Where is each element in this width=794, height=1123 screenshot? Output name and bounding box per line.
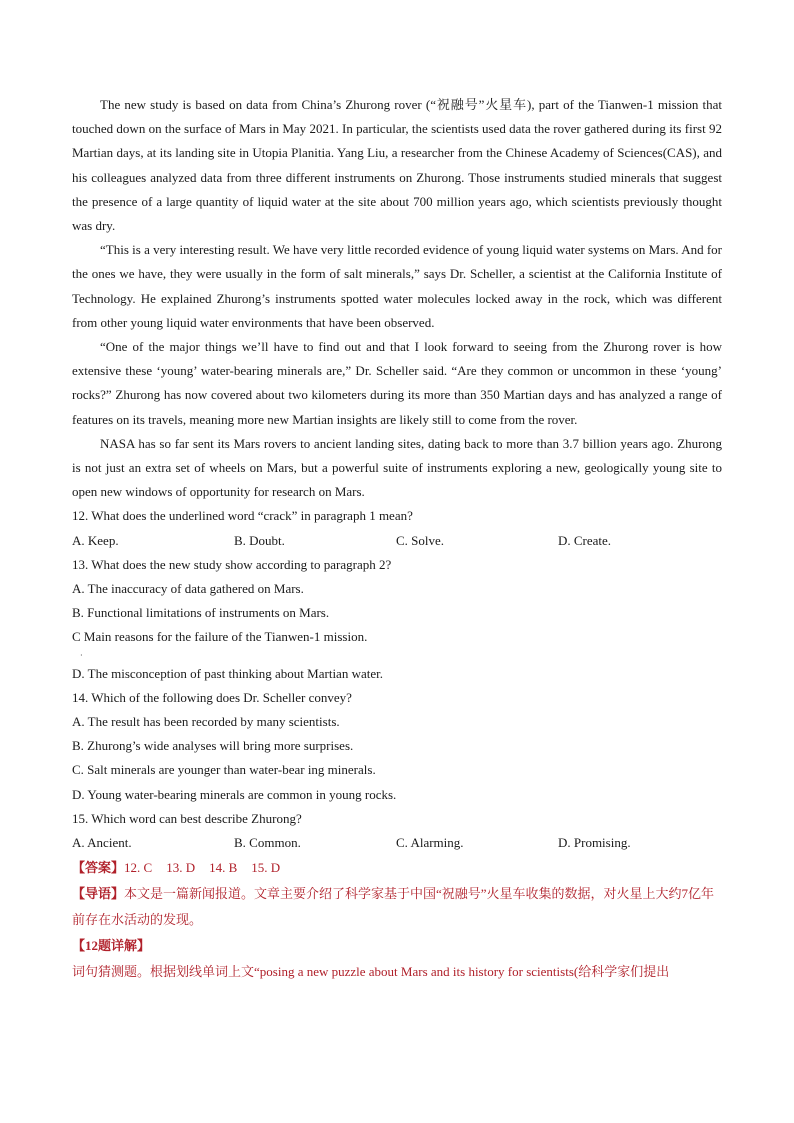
question-stem: 15. Which word can best describe Zhurong? [72, 810, 302, 826]
paragraph-3: “One of the major things we’ll have to find out and that I look forward to seeing from the Zhurong rover is how extensive these ‘young’ water-bearing minerals are,” Dr. Scheller said. “Are they common or uncommon in these ‘young’ rocks?” Zhurong has now covered about two kilometers during its more than 350 Martian days and has analyzed a range of features on its travels, meaning more new Martian insights are likely still to come from the rover. [72, 339, 722, 427]
question-stem: 12. What does the underlined word “crack” in paragraph 1 mean? [72, 508, 413, 524]
answer-15: 15. D [251, 860, 281, 876]
answer-13: 13. D [166, 860, 196, 876]
detail-12-heading [72, 933, 722, 959]
paragraph-4: NASA has so far sent its Mars rovers to ancient landing sites, dating back to more than 3.7 billion years ago. Zhurong is not just an extra set of wheels on Mars, but a powerful suite of instruments exploring a new, geologically young site to open new windows of opportunity for research on Mars. [72, 435, 722, 500]
option-a: A. The inaccuracy of data gathered on Mars. [72, 581, 304, 597]
option-b: B. Doubt. [234, 532, 285, 548]
option-d: D. The misconception of past thinking about Martian water. [72, 665, 383, 681]
document-content [72, 93, 722, 985]
option-a: A. The result has been recorded by many scientists. [72, 714, 340, 730]
question-15 [72, 807, 722, 855]
answer-12: 12. C [124, 860, 153, 876]
guide-section [72, 881, 722, 933]
question-stem: 14. Which of the following does Dr. Scheller convey? [72, 689, 352, 705]
option-d: D. Young water-bearing minerals are common in young rocks. [72, 786, 397, 802]
option-c: C. Solve. [396, 532, 445, 548]
guide-label: 【导语】 [72, 886, 125, 902]
question-14 [72, 686, 722, 807]
question-13 [72, 553, 722, 686]
option-d: D. Promising. [558, 835, 631, 851]
detail-12-label: 【12题详解】 [72, 938, 151, 954]
stray-mark: · [80, 650, 83, 660]
detail-12-text: 词句猜测题。根据划线单词上文“posing a new puzzle about Mars and its history for scientists(给科学家们提出 [72, 964, 670, 980]
paragraph-2: “This is a very interesting result. We have very little recorded evidence of young liquid water systems on Mars. And for the ones we have, they were usually in the form of salt minerals,” says Dr. Scheller, a scientist at the California Institute of Technology. He explained Zhurong’s instruments spotted water molecules locked away in the rock, which was different from other young liquid water environments that have been observed. [72, 242, 722, 330]
question-options [72, 831, 722, 855]
question-12 [72, 504, 722, 552]
answer-line [72, 855, 722, 881]
paragraph-1: The new study is based on data from China’s Zhurong rover (“祝融号”火星车), part of the Tianwen-1 mission that touched down on the surface of Mars in May 2021. In particular, the scientists used data the rover gathered during its first 92 Martian days, at its landing site in Utopia Planitia. Yang Liu, a researcher from the Chinese Academy of Sciences(CAS), and his colleagues analyzed data from three different instruments on Zhurong. Those instruments studied minerals that suggest the presence of a large quantity of liquid water at the site about 700 million years ago, which scientists previously thought was dry. [72, 97, 722, 234]
option-a: A. Keep. [72, 532, 119, 548]
option-b: B. Common. [234, 835, 301, 851]
option-c: C Main reasons for the failure of the Tianwen-1 mission. [72, 629, 368, 645]
answer-14: 14. B [209, 860, 238, 876]
question-options [72, 529, 722, 553]
option-d: D. Create. [558, 532, 612, 548]
option-b: B. Zhurong’s wide analyses will bring more surprises. [72, 738, 354, 754]
option-c: C. Salt minerals are younger than water-bear ing minerals. [72, 762, 376, 778]
guide-text: 本文是一篇新闻报道。文章主要介绍了科学家基于中国“祝融号”火星车收集的数据，对火星上大约7亿年前存在水活动的发现。 [72, 886, 715, 928]
option-c: C. Alarming. [396, 835, 464, 851]
question-stem: 13. What does the new study show according to paragraph 2? [72, 556, 392, 572]
option-b: B. Functional limitations of instruments on Mars. [72, 605, 330, 621]
option-a: A. Ancient. [72, 835, 132, 851]
answer-label: 【答案】 [72, 860, 125, 876]
